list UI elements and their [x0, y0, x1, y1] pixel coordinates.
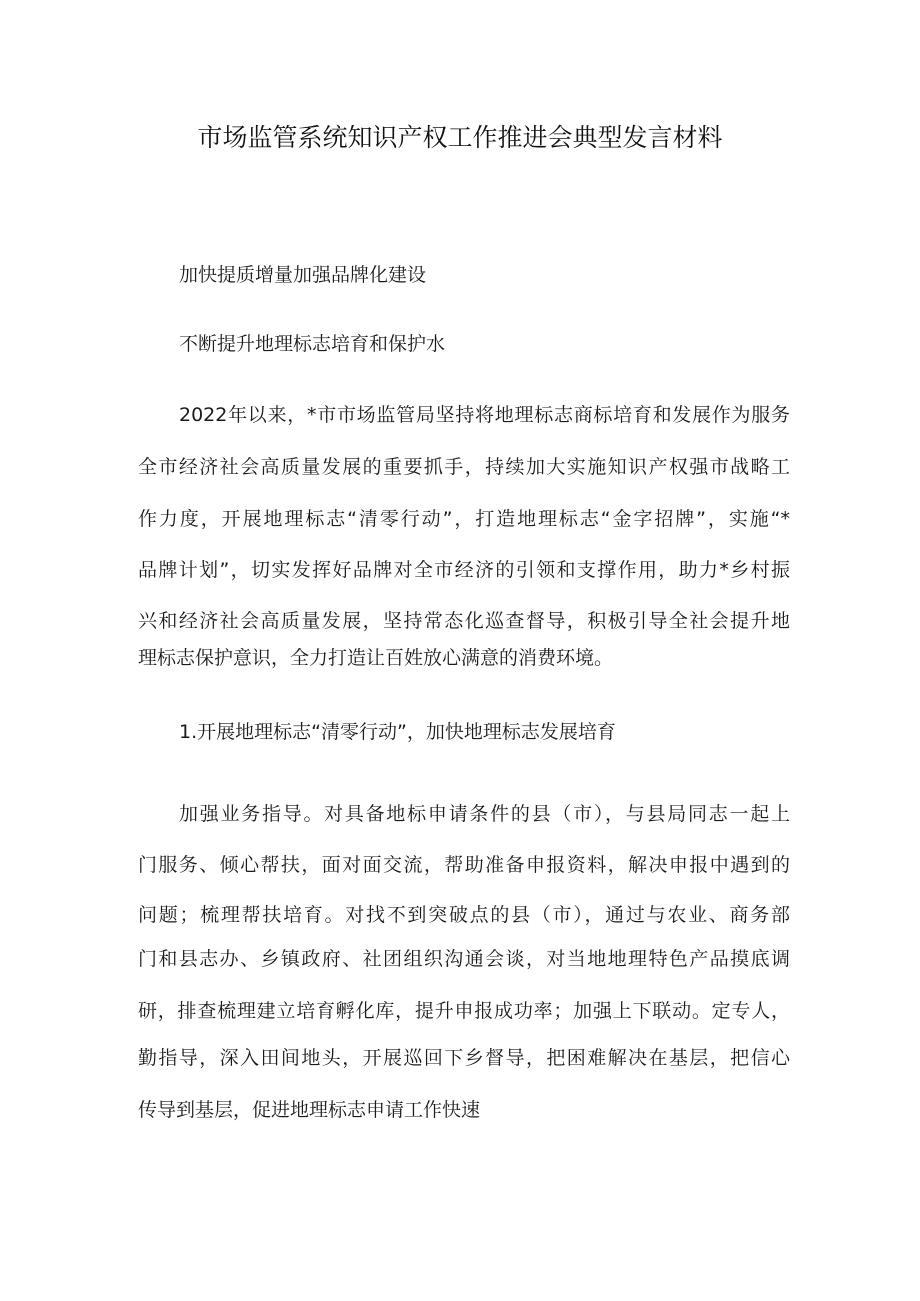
paragraph-1-line-3: 作力度，开展地理标志“清零行动”，打造地理标志“金字招牌”，实施“*	[138, 508, 790, 530]
paragraph-2-line-7: 传导到基层，促进地理标志申请工作快速	[138, 1099, 481, 1121]
paragraph-1-line-6: 理标志保护意识，全力打造让百姓放心满意的消费环境。	[138, 647, 614, 669]
paragraph-2-line-4: 门和县志办、乡镇政府、社团组织沟通会谈，对当地地理特色产品摸底调	[138, 948, 790, 970]
paragraph-1-line-1: 2022年以来，*市市场监管局坚持将地理标志商标培育和发展作为服务	[179, 404, 790, 426]
paragraph-2-line-3: 问题；梳理帮扶培育。对找不到突破点的县（市），通过与农业、商务部	[138, 904, 790, 926]
paragraph-1-line-4: 品牌计划”，切实发挥好品牌对全市经济的引领和支撑作用，助力*乡村振	[138, 559, 790, 581]
paragraph-2-line-2: 门服务、倾心帮扶，面对面交流，帮助准备申报资料，解决申报中遇到的	[138, 854, 790, 876]
document-title: 市场监管系统知识产权工作推进会典型发言材料	[197, 123, 723, 152]
paragraph-1-line-2: 全市经济社会高质量发展的重要抓手，持续加大实施知识产权强市战略工	[138, 456, 790, 478]
paragraph-2-line-6: 勤指导，深入田间地头，开展巡回下乡督导，把困难解决在基层，把信心	[138, 1047, 790, 1069]
paragraph-2-line-1: 加强业务指导。对具备地标申请条件的县（市），与县局同志一起上	[179, 803, 790, 825]
subtitle-line-2: 不断提升地理标志培育和保护水	[179, 333, 446, 355]
paragraph-2-line-5: 研，排查梳理建立培育孵化库，提升申报成功率；加强上下联动。定专人，	[138, 1000, 790, 1022]
paragraph-1-line-5: 兴和经济社会高质量发展，坚持常态化巡查督导，积极引导全社会提升地	[138, 610, 790, 632]
subtitle-line-1: 加快提质增量加强品牌化建设	[179, 264, 427, 286]
section-1-heading: 1.开展地理标志“清零行动”，加快地理标志发展培育	[179, 721, 616, 743]
